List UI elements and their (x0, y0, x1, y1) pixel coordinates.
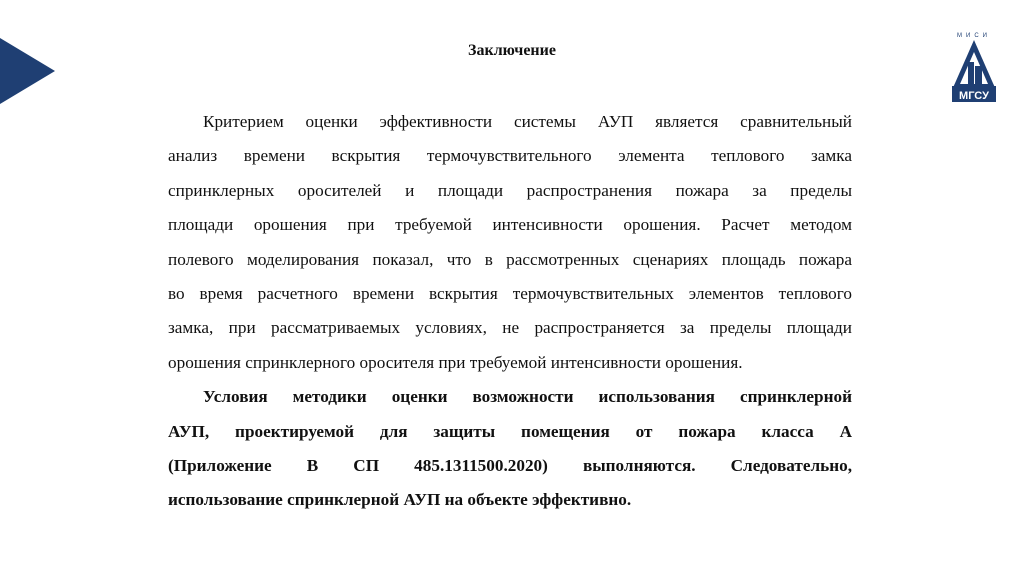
paragraph1-line: спринклерных оросителей и площади распространения пожара за пределы (168, 180, 852, 200)
logo-top-text: МИСИ (957, 33, 991, 39)
paragraph1-line: во время расчетного времени вскрытия термочувствительных элементов теплового (168, 283, 852, 303)
paragraph2-line: АУП, проектируемой для защиты помещения от пожара класса А (168, 421, 852, 441)
slide-body (168, 110, 852, 523)
paragraph1-line: анализ времени вскрытия термочувствительного элемента теплового замка (168, 146, 852, 166)
mgsu-logo (950, 28, 998, 104)
paragraph1-line: площади орошения при требуемой интенсивности орошения. Расчет методом (168, 215, 852, 235)
logo-bottom-text: МГСУ (959, 90, 989, 102)
slide-title: Заключение (468, 42, 556, 59)
paragraph1-line: замка, при рассматриваемых условиях, не распространяется за пределы площади (168, 318, 852, 338)
paragraph2-line: Условия методики оценки возможности использования спринклерной (203, 387, 852, 407)
paragraph1-line: Критерием оценки эффективности системы АУП является сравнительный (203, 112, 852, 131)
paragraph1-line: орошения спринклерного оросителя при требуемой интенсивности орошения. (168, 352, 743, 372)
paragraph1-line: полевого моделирования показал, что в рассмотренных сценариях площадь пожара (168, 249, 852, 269)
paragraph2-line: использование спринклерной АУП на объекте эффективно. (168, 490, 632, 510)
paragraph2-line: (Приложение В СП 485.1311500.2020) выполняются. Следовательно, (168, 455, 852, 475)
